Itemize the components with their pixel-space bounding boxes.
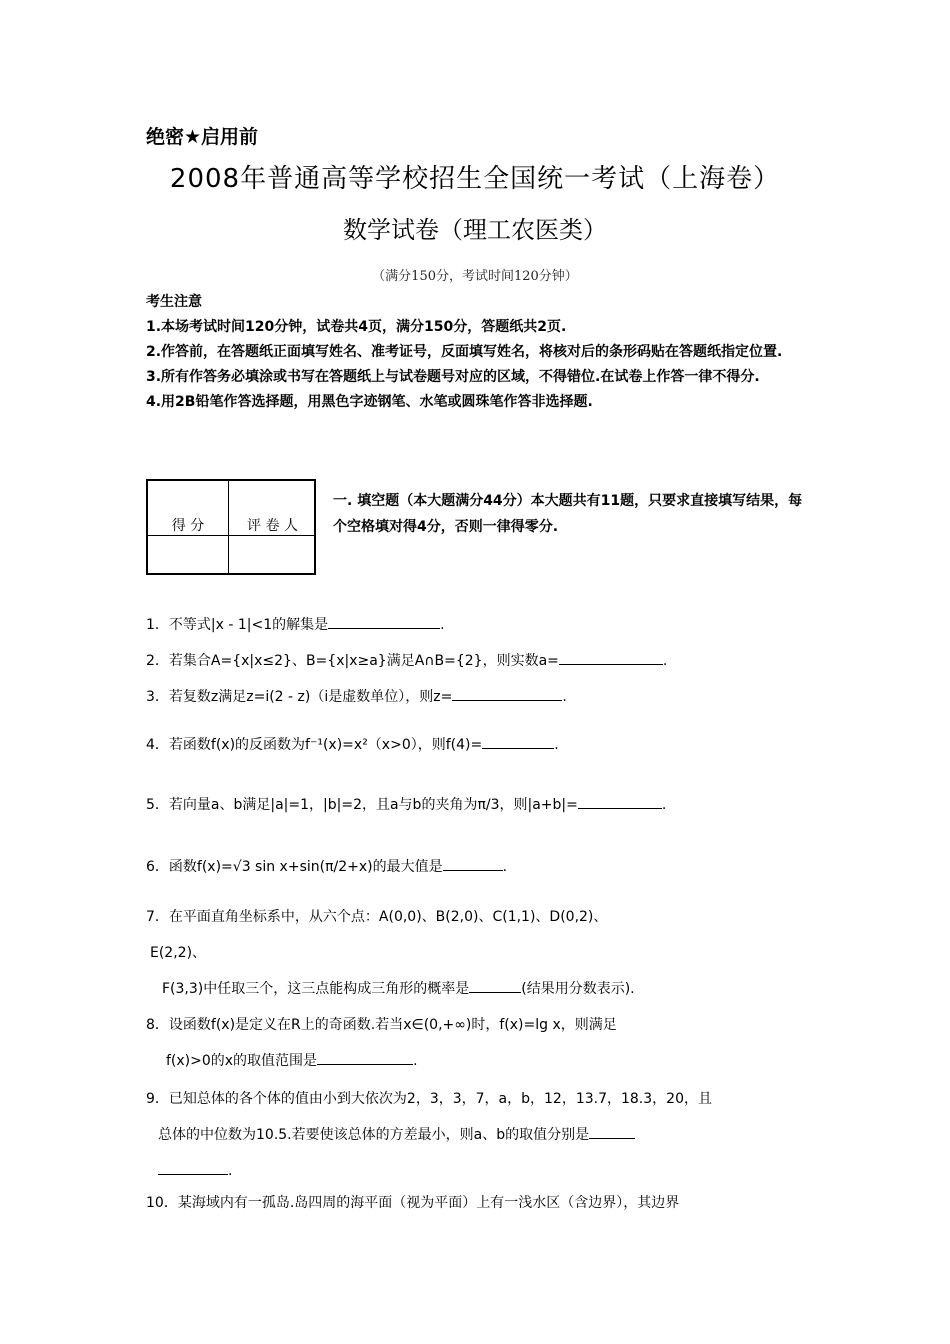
question-1: 1．不等式|x - 1|<1的解集是 .	[146, 614, 445, 634]
answer-blank[interactable]	[158, 1160, 228, 1175]
question-8-line-1: 8．设函数f(x)是定义在R上的奇函数.若当x∈(0,+∞)时，f(x)=lg x，则满足	[146, 1017, 617, 1033]
question-8-line-2: f(x)>0的x的取值范围是 .	[166, 1050, 418, 1070]
answer-blank[interactable]	[469, 978, 521, 993]
answer-blank[interactable]	[328, 614, 440, 629]
question-7-line-3: F(3,3)中任取三个，这三点能构成三角形的概率是 (结果用分数表示).	[162, 978, 635, 998]
question-9-line-2: 总体的中位数为10.5.若要使该总体的方差最小，则a、b的取值分别是	[158, 1124, 635, 1144]
notice-heading: 考生注意	[146, 294, 202, 310]
score-column-label: 得 分	[171, 518, 205, 534]
answer-blank[interactable]	[443, 856, 503, 871]
question-4: 4．若函数f(x)的反函数为f⁻¹(x)=x²（x>0），则f(4)= .	[146, 734, 559, 754]
notice-item: 2.作答前，在答题纸正面填写姓名、准考证号，反面填写姓名，将核对后的条形码贴在答题纸指定位置.	[146, 344, 783, 360]
question-9-line-3: .	[158, 1160, 232, 1179]
secret-label: 绝密★启用前	[146, 126, 259, 148]
question-5: 5．若向量a、b满足|a|=1，|b|=2，且a与b的夹角为π/3，则|a+b|= .	[146, 794, 666, 814]
grader-column-label: 评 卷 人	[247, 518, 298, 534]
table-divider	[148, 535, 314, 536]
notice-block	[146, 290, 812, 415]
question-10: 10．某海域内有一孤岛.岛四周的海平面（视为平面）上有一浅水区（含边界），其边界	[146, 1195, 680, 1211]
notice-item: 1.本场考试时间120分钟，试卷共4页，满分150分，答题纸共2页.	[146, 319, 567, 335]
question-6: 6．函数f(x)=√3 sin x+sin(π/2+x)的最大值是 .	[146, 856, 507, 876]
question-3: 3．若复数z满足z=i(2 - z)（i是虚数单位），则z= .	[146, 686, 567, 706]
answer-blank[interactable]	[559, 650, 663, 665]
exam-title: 2008年普通高等学校招生全国统一考试（上海卷）	[169, 164, 781, 194]
question-7-line-2: E(2,2)、	[150, 945, 207, 961]
answer-blank[interactable]	[589, 1124, 635, 1139]
question-7-line-1: 7．在平面直角坐标系中，从六个点：A(0,0)、B(2,0)、C(1,1)、D(0,2)、	[146, 909, 608, 925]
answer-blank[interactable]	[482, 734, 554, 749]
exam-subtitle: 数学试卷（理工农医类）	[343, 216, 607, 244]
answer-blank[interactable]	[452, 686, 562, 701]
answer-blank[interactable]	[578, 794, 662, 809]
score-time-note: （满分150分，考试时间120分钟）	[372, 269, 578, 284]
question-9-line-1: 9．已知总体的各个体的值由小到大依次为2，3，3，7，a，b，12，13.7，18.3，20，且	[146, 1091, 712, 1107]
section-heading: 一. 填空题（本大题满分44分）本大题共有11题，只要求直接填写结果，每个空格填对得4分，否则一律得零分.	[333, 493, 803, 535]
notice-item: 4.用2B铅笔作答选择题，用黑色字迹钢笔、水笔或圆珠笔作答非选择题.	[146, 394, 593, 410]
notice-item: 3.所有作答务必填涂或书写在答题纸上与试卷题号对应的区域，不得错位.在试卷上作答一律不得分.	[146, 369, 760, 385]
score-table	[146, 479, 316, 575]
answer-blank[interactable]	[317, 1050, 413, 1065]
question-2: 2．若集合A={x|x≤2}、B={x|x≥a}满足A∩B={2}，则实数a= .	[146, 650, 667, 670]
